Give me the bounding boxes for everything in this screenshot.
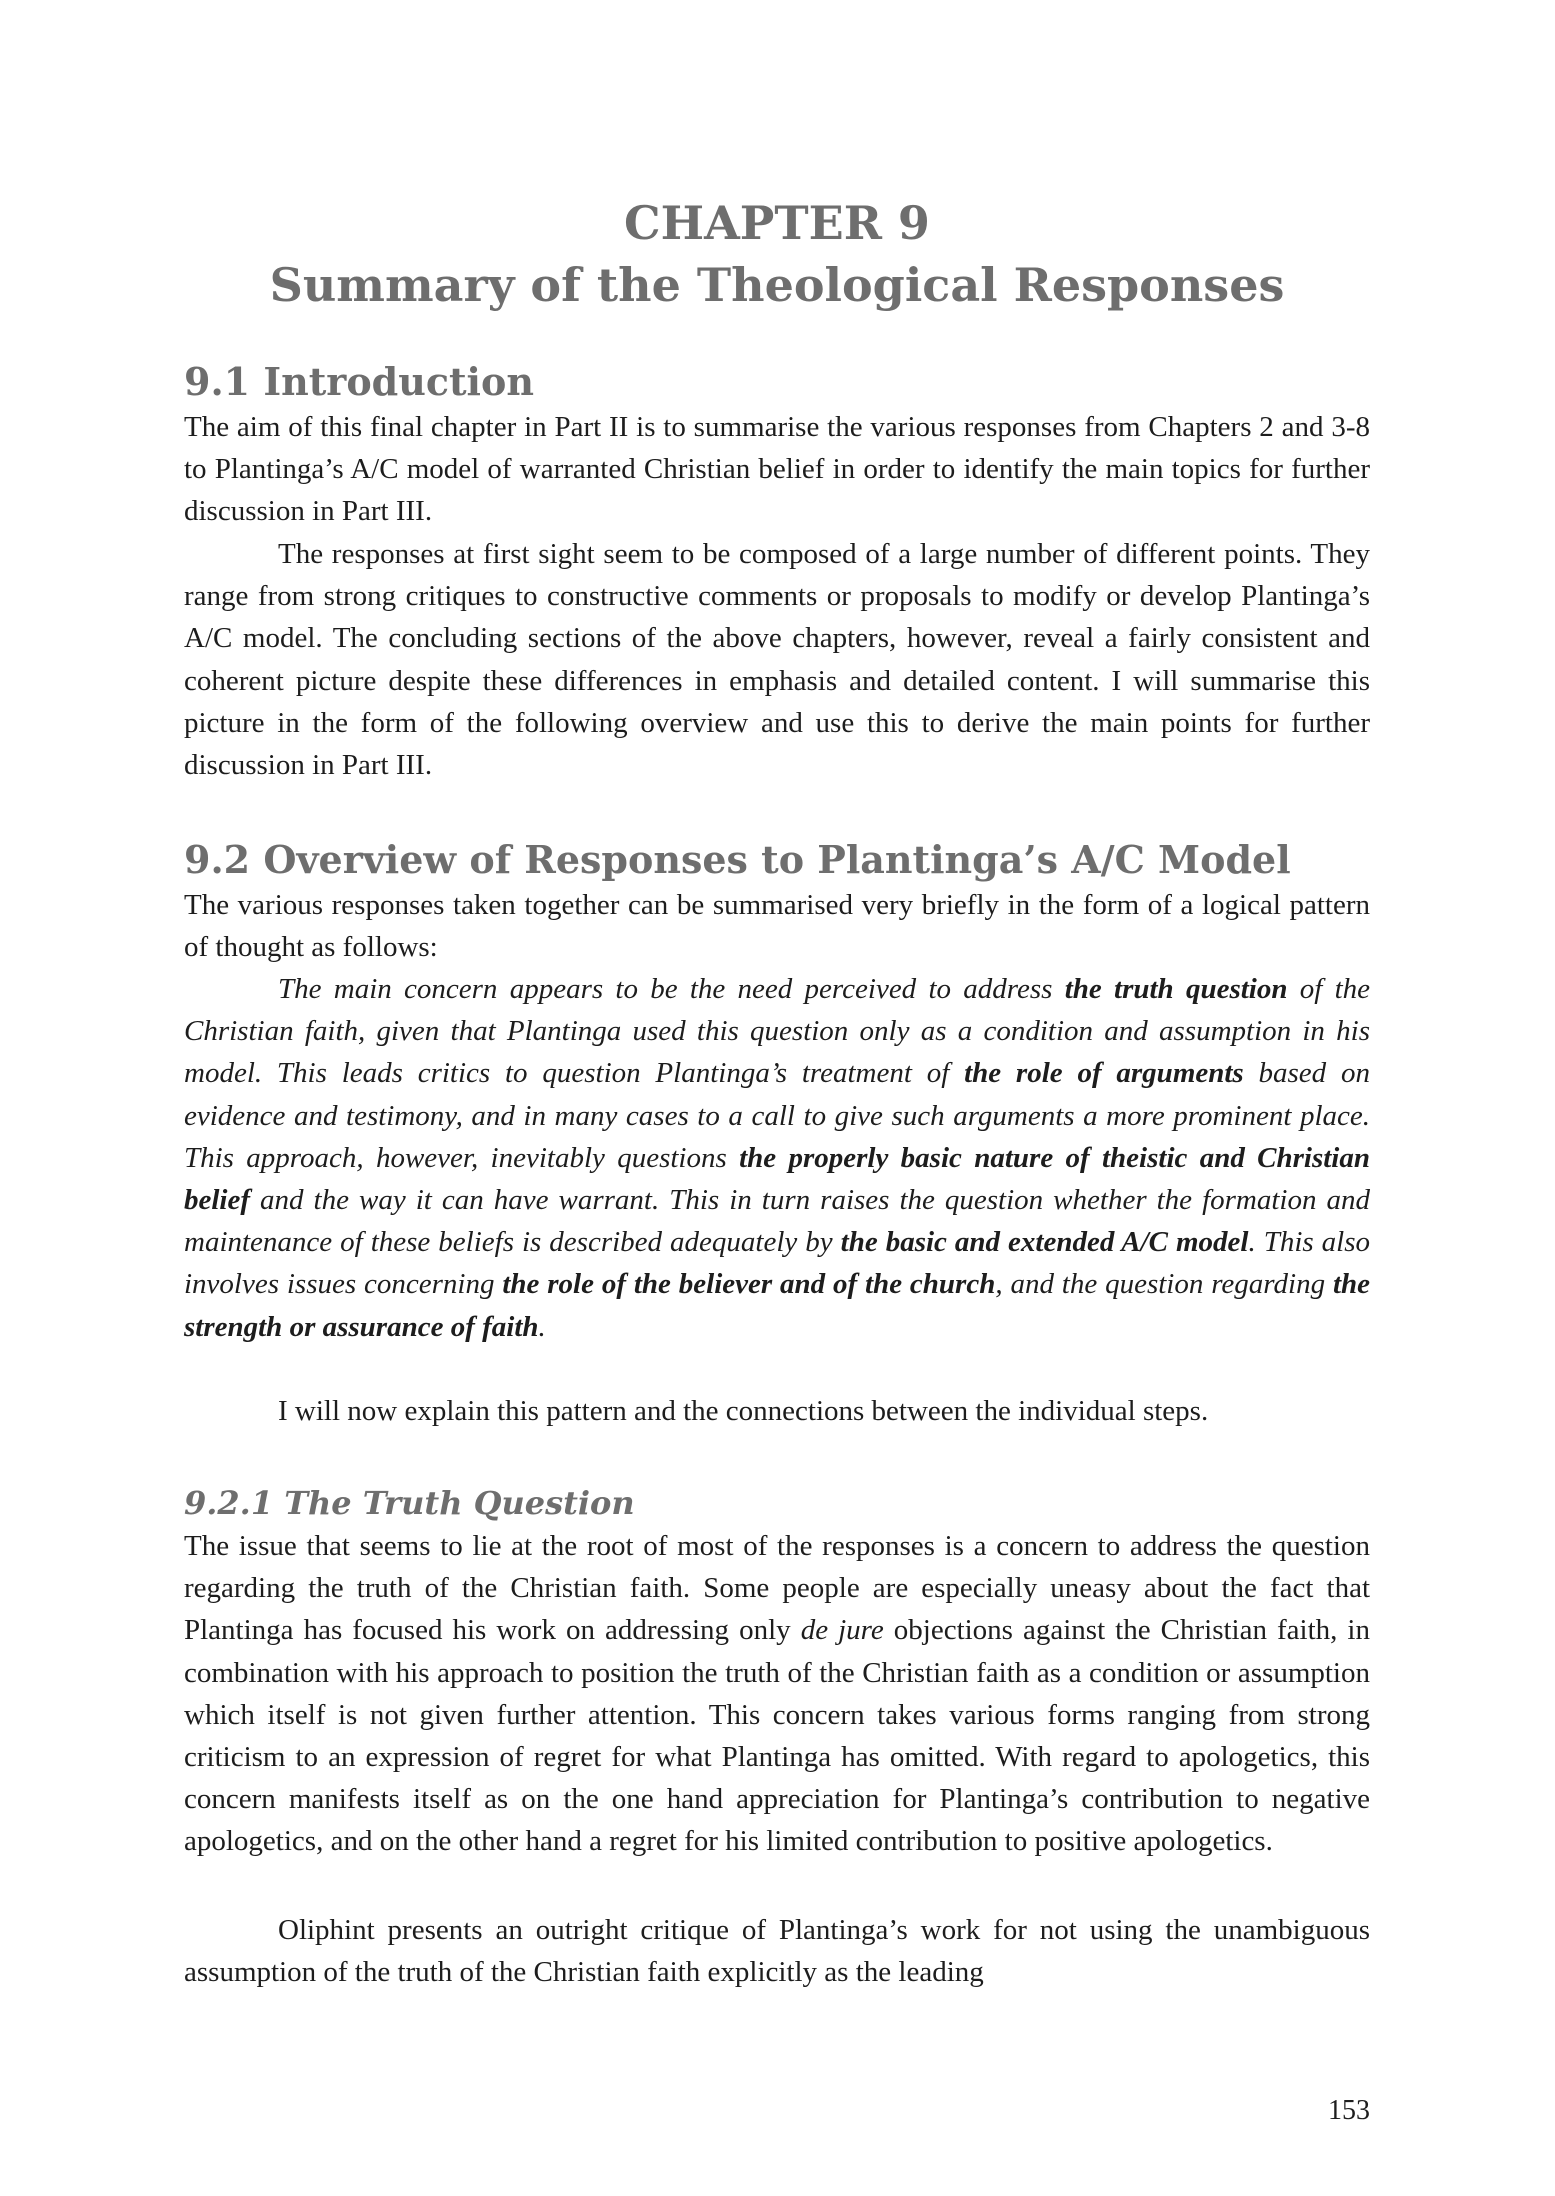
- overview-pattern-paragraph: [184, 968, 1370, 1348]
- truth-text: The issue that seems to lie at the root of most of the responses is a concern to address the question regarding the truth of the Christian faith. Some people are especially uneasy about the fact that Plantinga has focused his work on addressing only: [184, 1530, 1370, 1647]
- pattern-text: The main concern appears to be the need perceived to address: [278, 973, 1065, 1005]
- chapter-heading: [184, 192, 1370, 316]
- chapter-title: Summary of the Theological Responses: [269, 258, 1285, 312]
- pattern-text: of the Christian faith, given that Plantinga used this question only as a condition and assumption in his model. This leads critics to question Plantinga’s treatment of: [184, 973, 1370, 1090]
- truth-emphasis: de jure: [800, 1614, 884, 1647]
- overview-paragraph-1: The various responses taken together can be summarised very briefly in the form of a logical pattern of thought as follows:: [184, 889, 1370, 964]
- chapter-label: CHAPTER 9: [624, 196, 930, 250]
- pattern-text: .: [538, 1310, 546, 1343]
- pattern-text: , and the question regarding: [995, 1268, 1333, 1301]
- pattern-text: based on evidence and testimony, and in many cases to a call to give such arguments a more prominent place. This approach, however, inevitably questions: [184, 1057, 1370, 1174]
- pattern-bold-strength-of-faith: the strength or assurance of faith: [184, 1268, 1370, 1343]
- intro-paragraph-1: The aim of this final chapter in Part II is to summarise the various responses from Chapters 2 and 3-8 to Plantinga’s A/C model of warranted Christian belief in order to identify the main topics for further discussion in Part III.: [184, 411, 1370, 528]
- pattern-bold-role-of-believer: the role of the believer and of the church: [502, 1268, 996, 1301]
- pattern-bold-role-of-arguments: the role of arguments: [964, 1057, 1244, 1090]
- pattern-bold-properly-basic: the properly basic nature of theistic and Christian belief: [184, 1141, 1370, 1217]
- truth-text: objections against the Christian faith, in combination with his approach to position the truth of the Christian faith as a condition or assumption which itself is not given further attention. This concern takes various forms ranging from strong criticism to an expression of regret for what Plantinga has omitted. With regard to apologetics, this concern manifests itself as on the one hand appreciation for Plantinga’s contribution to negative apologetics, and on the other hand a regret for his limited contribution to positive apologetics.: [184, 1614, 1370, 1858]
- section-heading-introduction: 9.1 Introduction: [184, 359, 534, 404]
- truth-paragraph-1: [184, 1525, 1370, 1863]
- pattern-text: . This also involves issues concerning: [184, 1226, 1370, 1301]
- pattern-bold-ac-model: the basic and extended A/C model: [840, 1226, 1249, 1259]
- truth-paragraph-2: Oliphint presents an outright critique of Plantinga’s work for not using the unambiguous assumption of the truth of the Christian faith explicitly as the leading: [184, 1914, 1370, 1989]
- subsection-heading-truth-question: 9.2.1 The Truth Question: [184, 1484, 635, 1522]
- overview-paragraph-2: I will now explain this pattern and the connections between the individual steps.: [278, 1395, 1209, 1427]
- pattern-text: and the way it can have warrant. This in turn raises the question whether the formation and maintenance of these beliefs is described adequately by: [184, 1184, 1370, 1259]
- pattern-bold-truth-question: the truth question: [1064, 973, 1288, 1005]
- section-heading-overview: 9.2 Overview of Responses to Plantinga’s A/C Model: [184, 837, 1291, 882]
- page-number: 153: [1328, 2095, 1370, 2126]
- intro-paragraph-2: The responses at first sight seem to be composed of a large number of different points. They range from strong critiques to constructive comments or proposals to modify or develop Plantinga’s A/C model. The concluding sections of the above chapters, however, reveal a fairly consistent and coherent picture despite these differences in emphasis and detailed content. I will summarise this picture in the form of the following overview and use this to derive the main points for further discussion in Part III.: [184, 538, 1370, 782]
